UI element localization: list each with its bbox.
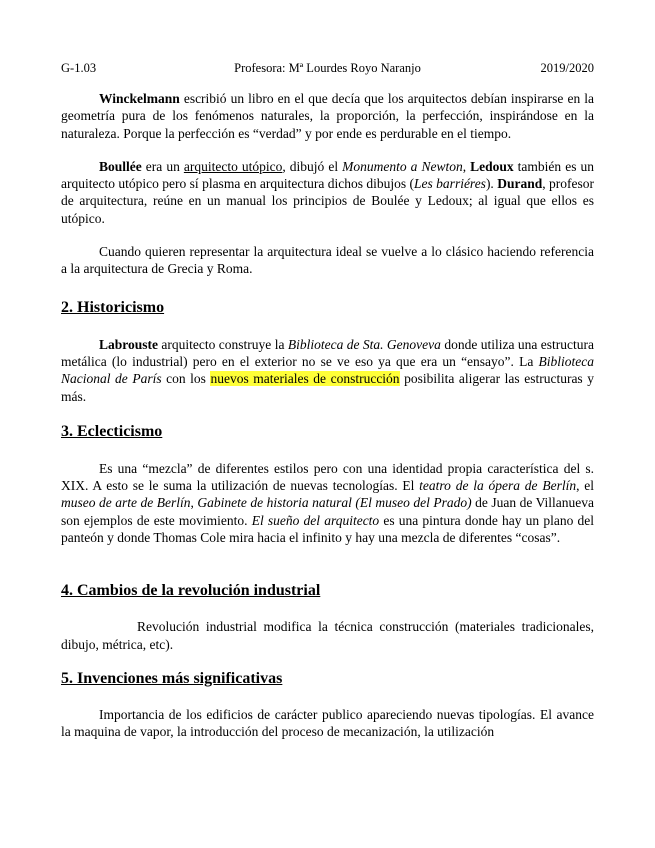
name-durand: Durand bbox=[497, 176, 543, 192]
paragraph-labrouste bbox=[61, 336, 594, 405]
paragraph-text: de Juan de Villanueva son ejemplos de este movimiento. bbox=[61, 495, 595, 528]
paragraph-eclecticismo bbox=[61, 460, 594, 546]
heading-eclecticismo: 3. Eclecticismo bbox=[61, 422, 163, 440]
paragraph-text: arquitecto construye la bbox=[158, 336, 288, 352]
name-boullee: Boullée bbox=[99, 158, 142, 174]
teacher-name: Profesora: Mª Lourdes Royo Naranjo bbox=[234, 61, 421, 75]
paragraph-text: , bbox=[462, 158, 471, 174]
heading-cambios-revolucion: 4. Cambios de la revolución industrial bbox=[61, 582, 321, 600]
paragraph-text: , profesor de arquitectura, reúne en un manual los principios de Boulée y Ledoux; al igual que ellos es utópico. bbox=[61, 176, 594, 226]
paragraph-text: es una pintura donde hay un plano del panteón y donde Thomas Cole mira hacia el infinito y hay una mezcla de diferentes “cosas”. bbox=[61, 512, 594, 546]
work-monumento-newton: Monumento a Newton bbox=[342, 158, 463, 174]
paragraph-text: , dibujó el bbox=[282, 158, 343, 174]
course-code: G-1.03 bbox=[61, 61, 97, 75]
work-museo-arte-berlin: museo de arte de Berlín bbox=[61, 495, 191, 511]
work-gabinete-historia-natural: Gabinete de historia natural (El museo del Prado) bbox=[197, 495, 472, 511]
paragraph-text: donde utiliza una estructura metálica (lo industrial) pero en el exterior no se ve eso ya que era un “ensayo”. La bbox=[61, 336, 594, 369]
work-les-barrieres: Les barriéres bbox=[414, 176, 486, 192]
academic-year: 2019/2020 bbox=[540, 61, 594, 75]
paragraph-text: escribió un libro en el que decía que los arquitectos debían inspirarse en la geometría pura de los fenómenos naturales, la proporción, la perfección, inspirándose en la naturaleza. Porque la perfección es “verdad” y por ende es perdurable en el tiempo. bbox=[61, 91, 594, 141]
paragraph-text: , bbox=[190, 495, 198, 511]
document-body bbox=[61, 90, 594, 741]
paragraph-revolucion-industrial: Revolución industrial modifica la técnica construcción (materiales tradicionales, dibujo, métrica, etc). bbox=[61, 619, 594, 652]
paragraph-text: era un bbox=[141, 158, 184, 174]
paragraph-arquitectura-ideal: Cuando quieren representar la arquitectura ideal se vuelve a lo clásico haciendo referencia a la arquitectura de Grecia y Roma. bbox=[61, 244, 594, 277]
heading-invenciones: 5. Invenciones más significativas bbox=[61, 669, 283, 687]
paragraph-boullee bbox=[61, 158, 594, 227]
name-winckelmann: Winckelmann bbox=[99, 91, 180, 106]
paragraph-text: también es un arquitecto utópico pero sí plasma en arquitectura dichos dibujos ( bbox=[61, 158, 594, 192]
paragraph-text: posibilita aligerar las estructuras y más. bbox=[61, 371, 594, 404]
paragraph-text: con los bbox=[161, 371, 211, 387]
paragraph-text: ). bbox=[485, 176, 498, 192]
name-labrouste: Labrouste bbox=[99, 336, 159, 352]
work-biblioteca-paris: Biblioteca Nacional de París bbox=[61, 353, 594, 387]
link-arquitecto-utopico[interactable]: arquitecto utópico bbox=[183, 158, 283, 174]
paragraph-winckelmann bbox=[61, 90, 594, 142]
name-ledoux: Ledoux bbox=[470, 158, 514, 174]
highlighted-text: nuevos materiales de construcción bbox=[210, 371, 400, 387]
work-biblioteca-genoveva: Biblioteca de Sta. Genoveva bbox=[287, 336, 441, 352]
paragraph-text: , el bbox=[576, 478, 594, 494]
work-sueno-arquitecto: El sueño del arquitecto bbox=[251, 512, 380, 528]
paragraph-importancia-edificios: Importancia de los edificios de carácter publico apareciendo nuevas tipologías. El avance la maquina de vapor, la introducción del proceso de mecanización, la utilización bbox=[61, 706, 594, 740]
paragraph-text: Es una “mezcla” de diferentes estilos pero con una identidad propia característica del s. XIX. A esto se le suma la utilización de nuevas tecnologías. El bbox=[61, 460, 594, 494]
work-teatro-opera-berlin: teatro de la ópera de Berlín bbox=[419, 478, 577, 494]
heading-historicismo: 2. Historicismo bbox=[61, 298, 165, 316]
